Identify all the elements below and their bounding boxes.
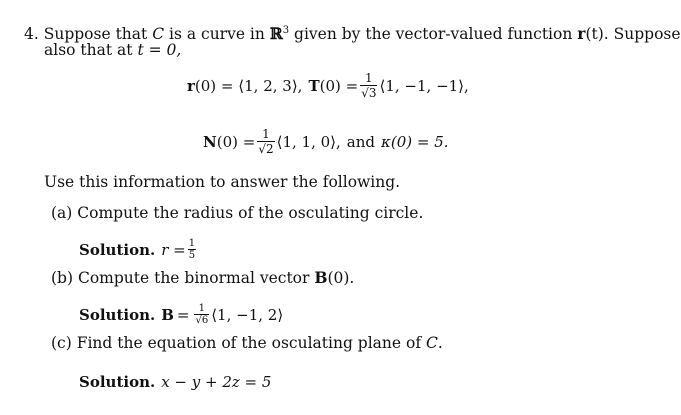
equation-r-T xyxy=(187,72,469,100)
part-label: (c) xyxy=(51,334,72,352)
fraction-numerator: 1 xyxy=(365,71,373,85)
problem-text: Suppose that xyxy=(43,25,148,44)
solution-lhs: r = xyxy=(161,240,186,259)
question-text: Compute the binormal vector xyxy=(77,269,310,287)
part-a-question xyxy=(51,204,423,223)
problem-text: given by the vector-valued function xyxy=(294,25,573,44)
part-c-question xyxy=(51,334,443,353)
part-b-solution xyxy=(79,303,283,326)
B-vector: ⟨1, −1, 2⟩ xyxy=(211,305,284,324)
curvature-value: κ(0) = 5. xyxy=(381,133,449,151)
equals-sign: = xyxy=(176,305,190,324)
problem-text: also that at xyxy=(44,41,133,59)
problem-number: 4. xyxy=(24,25,39,44)
curve-symbol: C xyxy=(152,25,165,44)
vector-r: r xyxy=(187,77,195,95)
part-label: (a) xyxy=(51,204,73,222)
part-label: (b) xyxy=(51,269,74,287)
part-b-question xyxy=(51,268,354,288)
problem-line-2 xyxy=(44,41,181,60)
vector-B: B xyxy=(314,268,328,287)
equation-N-kappa xyxy=(203,128,449,156)
time-condition: t = 0, xyxy=(137,41,182,59)
question-text: . xyxy=(437,334,443,352)
fraction-denominator: 5 xyxy=(188,250,196,261)
part-c-solution xyxy=(79,373,271,391)
question-text: Find the equation of the osculating plane of xyxy=(76,334,422,352)
function-arg: (t). xyxy=(585,25,609,44)
vector-N: N xyxy=(203,133,217,151)
solution-label: Solution. xyxy=(79,373,156,391)
space-exponent: 3 xyxy=(282,25,290,36)
question-text: Compute the radius of the osculating circle. xyxy=(77,204,424,222)
N-lhs: (0) = xyxy=(216,133,256,151)
T-lhs: (0) = xyxy=(319,77,359,95)
solution-label: Solution. xyxy=(79,240,156,259)
curve-symbol: C xyxy=(426,334,438,352)
part-a-solution xyxy=(79,238,198,261)
fraction-denominator: √6 xyxy=(195,315,209,326)
plane-equation: x − y + 2z = 5 xyxy=(161,373,272,391)
fraction-denominator: √2 xyxy=(258,142,274,156)
T-fraction xyxy=(360,72,377,100)
problem-text: is a curve in xyxy=(169,25,265,44)
problem-text: Suppose xyxy=(613,25,681,44)
space-symbol: ℝ xyxy=(269,24,283,44)
function-symbol: r xyxy=(577,24,586,44)
vector-B: B xyxy=(161,305,174,324)
T-vector: ⟨1, −1, −1⟩, xyxy=(379,77,469,95)
N-vector: ⟨1, 1, 0⟩, xyxy=(276,133,341,151)
fraction-numerator: 1 xyxy=(188,238,196,249)
fraction-numerator: 1 xyxy=(262,127,270,141)
fraction-denominator: √3 xyxy=(361,86,377,100)
solution-fraction xyxy=(194,303,209,326)
fraction-numerator: 1 xyxy=(198,303,206,314)
instruction: Use this information to answer the following. xyxy=(44,173,401,191)
N-fraction xyxy=(257,128,274,156)
solution-label: Solution. xyxy=(79,305,156,324)
vector-T: T xyxy=(308,77,320,95)
solution-fraction xyxy=(188,238,196,261)
conjunction: and xyxy=(346,133,375,151)
r-value: (0) = ⟨1, 2, 3⟩, xyxy=(194,77,303,95)
question-text: (0). xyxy=(327,269,355,287)
